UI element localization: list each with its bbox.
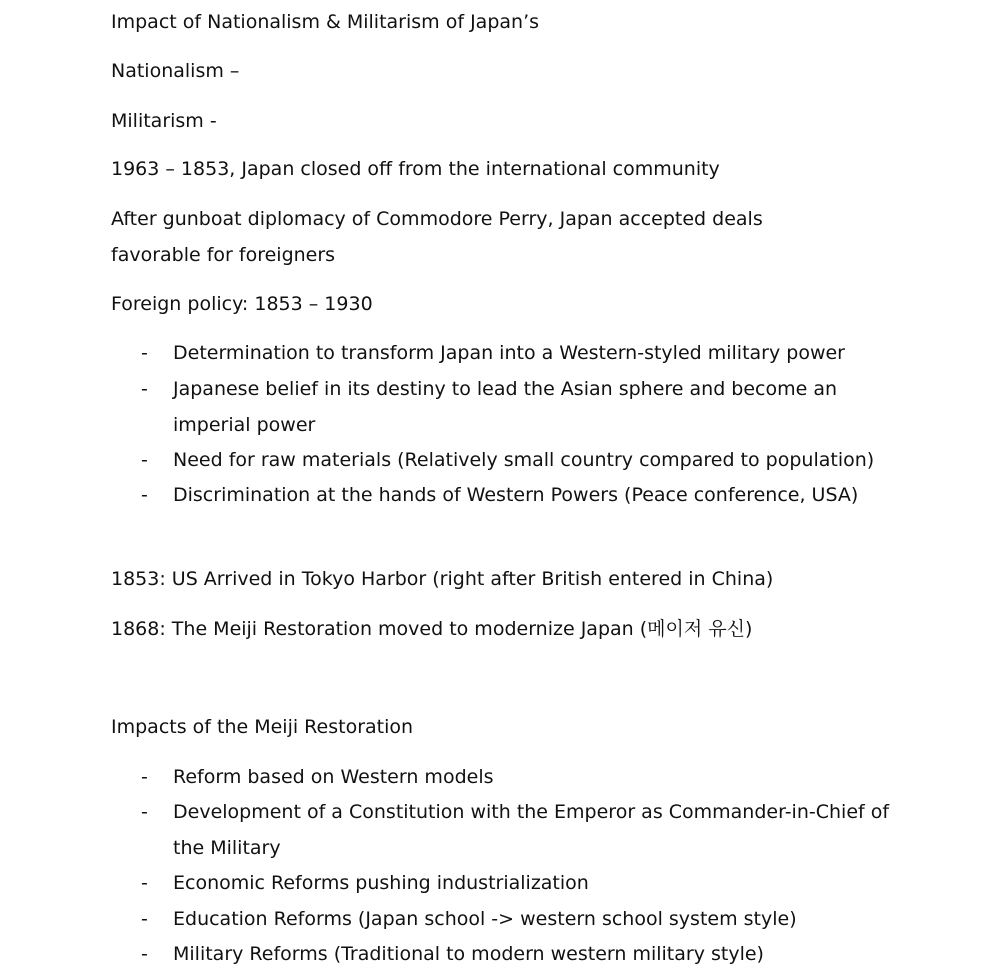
event-1853-text: 1853: US Arrived in Tokyo Harbor (right after British entered in China) (111, 568, 774, 590)
bullet-dash: - (141, 342, 148, 364)
list-item-text: Military Reforms (Traditional to modern western military style) (173, 943, 764, 965)
meiji-heading: Impacts of the Meiji Restoration (111, 716, 414, 738)
nationalism-label: Nationalism – (111, 60, 240, 82)
list-item (111, 759, 891, 794)
gunboat-diplomacy-text: After gunboat diplomacy of Commodore Perry, Japan accepted deals favorable for foreigners (111, 208, 763, 266)
bullet-dash: - (141, 766, 148, 788)
list-item (111, 794, 891, 865)
bullet-dash: - (141, 908, 148, 930)
list-item-text: Economic Reforms pushing industrialization (173, 872, 589, 894)
list-item-text: Discrimination at the hands of Western Powers (Peace conference, USA) (173, 484, 859, 506)
list-item-text: Japanese belief in its destiny to lead the Asian sphere and become an imperial power (173, 378, 838, 436)
list-item-text: Reform based on Western models (173, 766, 494, 788)
list-item (111, 335, 891, 371)
bullet-dash: - (141, 378, 148, 400)
list-item (111, 442, 891, 477)
foreign-policy-heading: Foreign policy: 1853 – 1930 (111, 293, 373, 315)
foreign-policy-list (111, 335, 891, 513)
bullet-dash: - (141, 484, 148, 506)
bullet-dash: - (141, 449, 148, 471)
list-item (111, 865, 891, 901)
list-item-text: Education Reforms (Japan school -> western school system style) (173, 908, 797, 930)
list-item (111, 936, 891, 972)
list-item (111, 477, 891, 513)
bullet-dash: - (141, 872, 148, 894)
list-item-text: Development of a Constitution with the Emperor as Commander-in-Chief of the Military (173, 801, 890, 859)
event-1868-text: 1868: The Meiji Restoration moved to modernize Japan (메이저 유신) (111, 618, 753, 640)
bullet-dash: - (141, 943, 148, 965)
closed-period-text: 1963 – 1853, Japan closed off from the international community (111, 158, 720, 180)
bullet-dash: - (141, 801, 148, 823)
meiji-impacts-list (111, 759, 891, 972)
document-title: Impact of Nationalism & Militarism of Japan’s (111, 11, 540, 33)
list-item (111, 371, 891, 442)
militarism-label: Militarism - (111, 110, 217, 132)
list-item-text: Need for raw materials (Relatively small country compared to population) (173, 449, 875, 471)
list-item-text: Determination to transform Japan into a Western-styled military power (173, 342, 845, 364)
list-item (111, 901, 891, 936)
